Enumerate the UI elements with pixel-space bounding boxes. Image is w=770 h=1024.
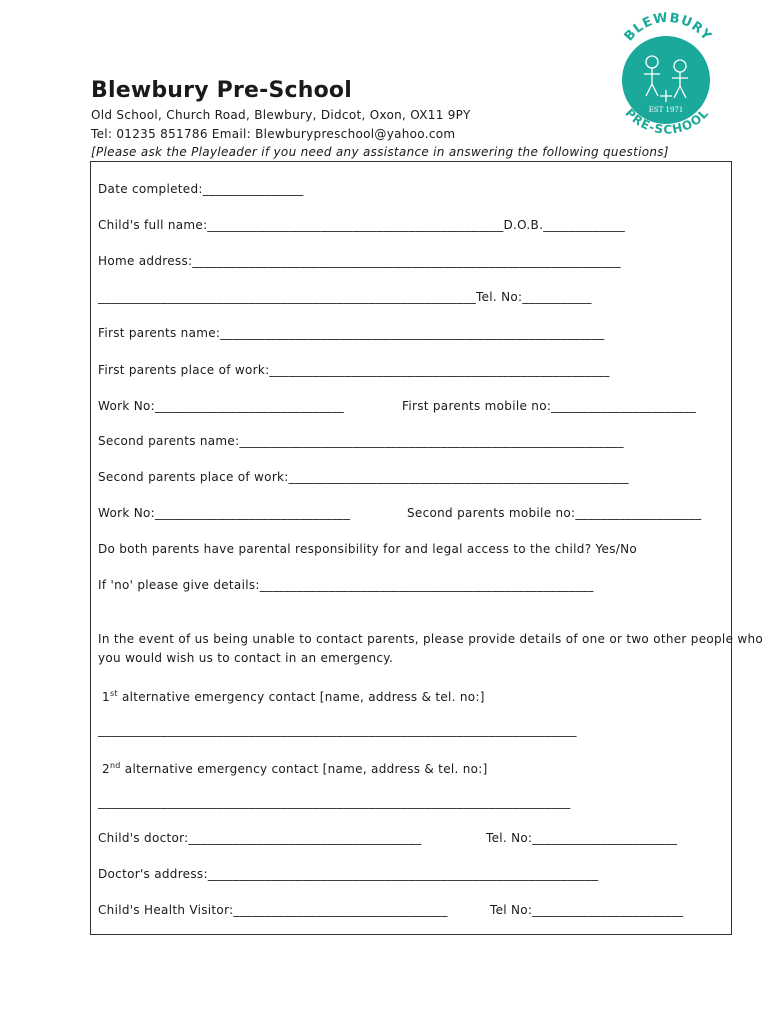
alt-contact-1-ordinal: st [109,689,118,698]
logo-est-text: EST 1971 [648,106,684,114]
logo-top-text: BLEWBURY [621,10,715,45]
work-no-2-field[interactable]: Work No:_______________________________ [98,506,351,520]
doctor-tel-field[interactable]: Tel. No:_______________________ [486,831,678,845]
health-visitor-tel-field[interactable]: Tel No:________________________ [490,903,684,917]
alt-contact-1-field[interactable]: ____________________________________________________________________________ [98,723,577,737]
second-parent-mobile-field[interactable]: Second parents mobile no:____________________ [407,506,702,520]
child-doctor-field[interactable]: Child's doctor:_____________________________________ [98,831,422,845]
child-name-dob-field[interactable]: Child's full name:_______________________________________________D.O.B._____________ [98,218,626,232]
school-address: Old School, Church Road, Blewbury, Didcot, Oxon, OX11 9PY [91,108,471,122]
alt-contact-1-text: alternative emergency contact [name, address & tel. no:] [117,690,485,704]
health-visitor-field[interactable]: Child's Health Visitor:__________________________________ [98,903,448,917]
if-no-details-field[interactable]: If 'no' please give details:_____________________________________________________ [98,578,594,592]
alt-contact-1-label [102,686,485,705]
emergency-instructions-line2: you would wish us to contact in an emergency. [98,651,394,665]
alt-contact-2-label [102,758,488,777]
first-parent-mobile-field[interactable]: First parents mobile no:_______________________ [402,399,697,413]
first-parent-work-field[interactable]: First parents place of work:______________________________________________________ [98,363,610,377]
address-tel-field[interactable]: ____________________________________________________________Tel. No:___________ [98,290,592,304]
emergency-instructions-line1: In the event of us being unable to contact parents, please provide details of one or two other people who [98,632,764,646]
doctor-address-field[interactable]: Doctor's address:______________________________________________________________ [98,867,599,881]
page-title: Blewbury Pre-School [91,78,352,103]
second-parent-name-field[interactable]: Second parents name:_____________________________________________________________ [98,434,624,448]
first-parent-name-field[interactable]: First parents name:_____________________________________________________________ [98,326,605,340]
alt-contact-1-number: 1 [102,690,110,704]
alt-contact-2-text: alternative emergency contact [name, address & tel. no:] [120,762,488,776]
school-logo [608,10,724,150]
second-parent-work-field[interactable]: Second parents place of work:______________________________________________________ [98,470,629,484]
alt-contact-2-ordinal: nd [109,761,121,770]
work-no-1-field[interactable]: Work No:______________________________ [98,399,344,413]
date-completed-field[interactable]: Date completed:________________ [98,182,304,196]
home-address-field[interactable]: Home address:____________________________________________________________________ [98,254,621,268]
assistance-note: [Please ask the Playleader if you need any assistance in answering the following questions] [91,145,669,159]
alt-contact-2-number: 2 [102,762,110,776]
school-contact: Tel: 01235 851786 Email: Blewburypreschool@yahoo.com [91,127,456,141]
logo-bottom-text: PRE-SCHOOL [622,105,712,137]
alt-contact-2-field[interactable]: ___________________________________________________________________________ [98,795,571,809]
parental-responsibility-question: Do both parents have parental responsibility for and legal access to the child? Yes/No [98,542,638,556]
